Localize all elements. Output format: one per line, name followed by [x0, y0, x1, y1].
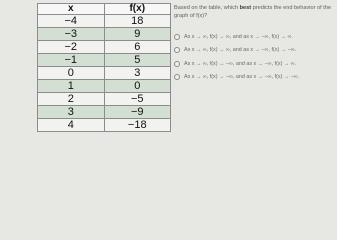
- answer-option-text: As x → ∞, f(x) → −∞, and as x → −∞, f(x) → ∞.: [184, 60, 297, 67]
- cell-x: −2: [38, 41, 105, 54]
- question-emphasis: best: [239, 5, 252, 11]
- radio-button[interactable]: [174, 74, 180, 80]
- cell-x: 4: [38, 119, 105, 132]
- table-row: [38, 15, 171, 28]
- cell-fx: 9: [104, 28, 171, 41]
- question-prompt: [174, 4, 334, 21]
- table-row: [38, 93, 171, 106]
- cell-x: −3: [38, 28, 105, 41]
- header-x: x: [38, 4, 105, 15]
- table-row: [38, 67, 171, 80]
- answer-option-2[interactable]: [174, 44, 337, 58]
- radio-button[interactable]: [174, 47, 180, 53]
- cell-fx: 0: [104, 80, 171, 93]
- table-row: [38, 106, 171, 119]
- cell-x: 2: [38, 93, 105, 106]
- cell-fx: 3: [104, 67, 171, 80]
- table-header-row: [38, 4, 171, 15]
- answer-option-text: As x → ∞, f(x) → ∞, and as x → −∞, f(x) → −∞.: [184, 47, 297, 54]
- cell-fx: −18: [104, 119, 171, 132]
- cell-x: 1: [38, 80, 105, 93]
- radio-button[interactable]: [174, 61, 180, 67]
- answer-option-text: As x → ∞, f(x) → ∞, and as x → −∞, f(x) → ∞.: [184, 33, 293, 40]
- cell-fx: −9: [104, 106, 171, 119]
- cell-x: −4: [38, 15, 105, 28]
- table-row: [38, 119, 171, 132]
- answer-option-1[interactable]: [174, 30, 337, 44]
- radio-button[interactable]: [174, 34, 180, 40]
- question-panel: [174, 4, 334, 21]
- cell-x: −1: [38, 54, 105, 67]
- cell-fx: 18: [104, 15, 171, 28]
- table-row: [38, 54, 171, 67]
- values-table: [37, 3, 171, 132]
- answer-option-4[interactable]: [174, 71, 337, 85]
- cell-fx: 6: [104, 41, 171, 54]
- header-fx: f(x): [104, 4, 171, 15]
- table-row: [38, 28, 171, 41]
- cell-fx: 5: [104, 54, 171, 67]
- answer-option-3[interactable]: [174, 57, 337, 71]
- cell-fx: −5: [104, 93, 171, 106]
- answer-option-text: As x → ∞, f(x) → −∞, and as x → −∞, f(x) → −∞.: [184, 74, 300, 81]
- table-row: [38, 41, 171, 54]
- table-row: [38, 80, 171, 93]
- question-suffix: predicts the end behavior of the graph of f(x)?: [174, 5, 332, 20]
- answer-options: [174, 30, 337, 84]
- question-prefix: Based on the table, which: [174, 5, 240, 11]
- values-table-container: [37, 3, 171, 132]
- cell-x: 0: [38, 67, 105, 80]
- cell-x: 3: [38, 106, 105, 119]
